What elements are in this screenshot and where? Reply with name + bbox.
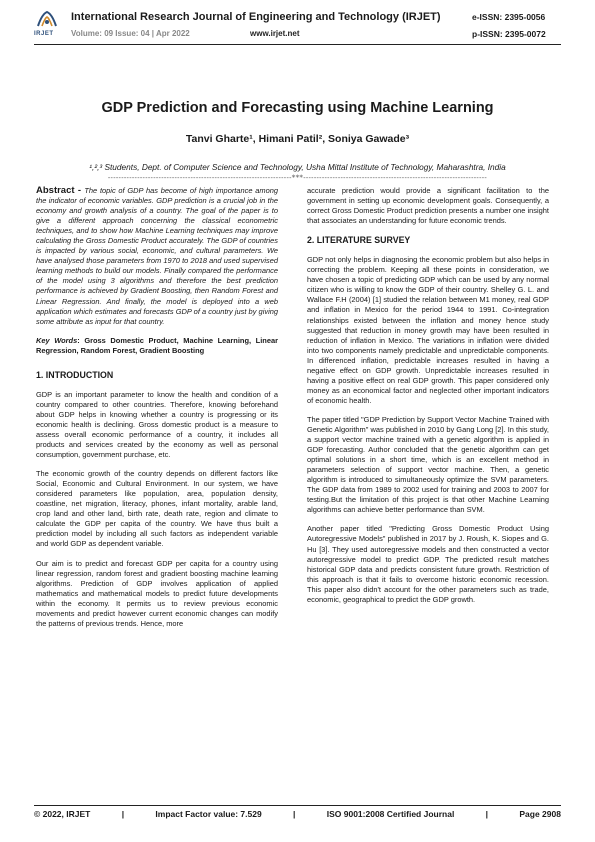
left-column bbox=[36, 186, 278, 638]
footer-copyright: © 2022, IRJET bbox=[34, 809, 91, 819]
footer-page: Page 2908 bbox=[519, 809, 561, 819]
keywords-text: : Gross Domestic Product, Machine Learning, Linear Regression, Random Forest, Gradient Boosting bbox=[36, 335, 278, 355]
lit-paragraph-2: The paper titled "GDP Prediction by Support Vector Machine Trained with Genetic Algorithm" was published in 2010 by Gang Long [2]. In this study, a support vector machine trained with a genetic algorithm is applied in GDP forecasting. Author concluded that the genetic algorithm can get optimal solutions in a short time, which is an excellent method in parameters selection of support vector machine. Then, a genetic algorithm is introduced to simultaneously optimize the SVM parameters. The GDP data from 1989 to 2002 used for training and 2003 to 2007 for testing.But the limitation of this project is that other Machine Learning algorithms can achieve better performance than SVM. bbox=[307, 414, 549, 515]
footer-iso: ISO 9001:2008 Certified Journal bbox=[326, 809, 455, 819]
p-issn: p-ISSN: 2395-0072 bbox=[472, 29, 546, 39]
lit-paragraph-3: Another paper titled "Predicting Gross Domestic Product Using Autoregressive Models" published in 2017 by J. Roush, K. Siopes and G. Hu [3]. They used autoregressive models and then constructed a vector autoregressive model to predict GDP. The predicted result matches historical GDP data and predicts consistent future growth. Restriction of this approach is that it fails to overcome historic economic recession. This paper also didn't account for the other parameters such as trade, economic, geographical to predict the GDP growth. bbox=[307, 524, 549, 604]
journal-url: www.irjet.net bbox=[250, 29, 300, 38]
footer-rule bbox=[34, 805, 561, 806]
keywords-label: Key Words bbox=[36, 335, 78, 345]
paper-authors: Tanvi Gharte¹, Himani Patil², Soniya Gawade³ bbox=[185, 133, 410, 145]
intro-paragraph-1: GDP is an important parameter to know the health and condition of a country compared to other countries. Therefore, knowing beforehand about GDP helps in knowing whether a country is progressing or its economic health is declining. Gross domestic product is a measure to assess overall economic performance of a country, it includes all products and services created by the economy as well as personal consumption, government purchase, etc. bbox=[36, 389, 278, 460]
author-affiliation: ¹,²,³ Students, Dept. of Computer Science and Technology, Usha Mittal Institute of Technology, Maharashtra, India bbox=[89, 162, 506, 172]
abstract-text: The topic of GDP has become of high importance among the indicator of economic variables. GDP prediction is a crucial job in the economy and growth analysis of a country. The goal of the paper is to give a different approach concerning the classical econometric techniques, and to show how Machine Learning techniques may improve calculating the Gross Domestic Product accurately. The GDP of countries is impacted by various social, economic, and cultural parameters. We have analysed those parameters from 1970 to 2018 and used supervised learning methods to build our models. Finally compared the performance of the model using 3 algorithms and therefore the best prediction performance is achieved by Gradient Boosting, then Random Forest and Linear Regression. And finally, the model is deployed into a web application which estimates and forecasts GDP of a country just by giving some attribute as input for that country. bbox=[36, 186, 279, 326]
abstract bbox=[36, 186, 278, 327]
footer-sep: | bbox=[121, 809, 125, 819]
journal-title: International Research Journal of Engineering and Technology (IRJET) bbox=[71, 11, 441, 23]
volume-issue: Volume: 09 Issue: 04 | Apr 2022 bbox=[71, 29, 190, 38]
logo-text: IRJET bbox=[34, 31, 54, 37]
section-separator: ---------------------------------------------------------------------***--------------------------------------------------------------------- bbox=[107, 174, 488, 182]
right-column bbox=[307, 186, 549, 614]
e-issn: e-ISSN: 2395-0056 bbox=[472, 12, 546, 22]
paper-title: GDP Prediction and Forecasting using Machine Learning bbox=[101, 100, 494, 116]
heading-introduction: 1. INTRODUCTION bbox=[36, 369, 114, 380]
heading-literature-survey: 2. LITERATURE SURVEY bbox=[307, 235, 411, 246]
irjet-logo bbox=[36, 10, 58, 28]
lit-paragraph-1: GDP not only helps in diagnosing the economic problem but also helps in correcting the problem. Keeping all these points in consideration, we have chosen a topic of predicting GDP which can be used by any normal citizen who is willing to know the GDP of their country. Shelley G. L. and Wallace F.H (2004) [1] studied the relation between M1 money, real GDP and inflation in Mexico for the period 1944 to 1991. Co-integration relationships existed between the inflation and money hence study suggested that reduction in money growth may have been resulted in reduction of inflation in Mexico. The variations in inflation were divided into two components namely predictable and unpredictable components. In differenced inflation, predictable increases resulted in having a negative effect on GDP growth. Unpredictable increases resulted in having a positive effect on real GDP growth. This paper considered only money as an economical factor and neglected other important indicators of economic health. bbox=[307, 255, 549, 405]
abstract-label: Abstract - bbox=[36, 185, 85, 196]
intro-paragraph-3: Our aim is to predict and forecast GDP per capita for a country using linear regression, random forest and gradient boosting machine learning algorithms. Prediction of GDP involves application of applied mathematics and mathematical models to predict future developments within the economy. It permits us to review previous economic movements and predict however current economic changes can modify the patterns of previous trends. Hence, more bbox=[36, 558, 278, 628]
footer-sep: | bbox=[485, 809, 489, 819]
footer-sep: | bbox=[293, 809, 296, 819]
intro-continued: accurate prediction would provide a significant facilitation to the government in setting up economic development goals. Consequently, a correct Gross Domestic Product prediction presents a number one insight that associates an understanding for future economic trends. bbox=[307, 186, 549, 226]
intro-paragraph-2: The economic growth of the country depends on different factors like Social, Economic and Cultural Environment. In our system, we have considered parameters like population, area, population density, coastline, net migration, literacy, phones, infant mortality, arable land, crop land and other land, birth rate, death rate, region and climate to calculate the GDP per capita of the country. We have thus built a prediction model by including all such factors as independent variable and world GDP as dependent variable. bbox=[36, 469, 278, 549]
keywords bbox=[36, 336, 278, 356]
footer-impact-factor: Impact Factor value: 7.529 bbox=[155, 809, 262, 819]
header-rule bbox=[34, 44, 561, 45]
footer bbox=[34, 809, 561, 819]
